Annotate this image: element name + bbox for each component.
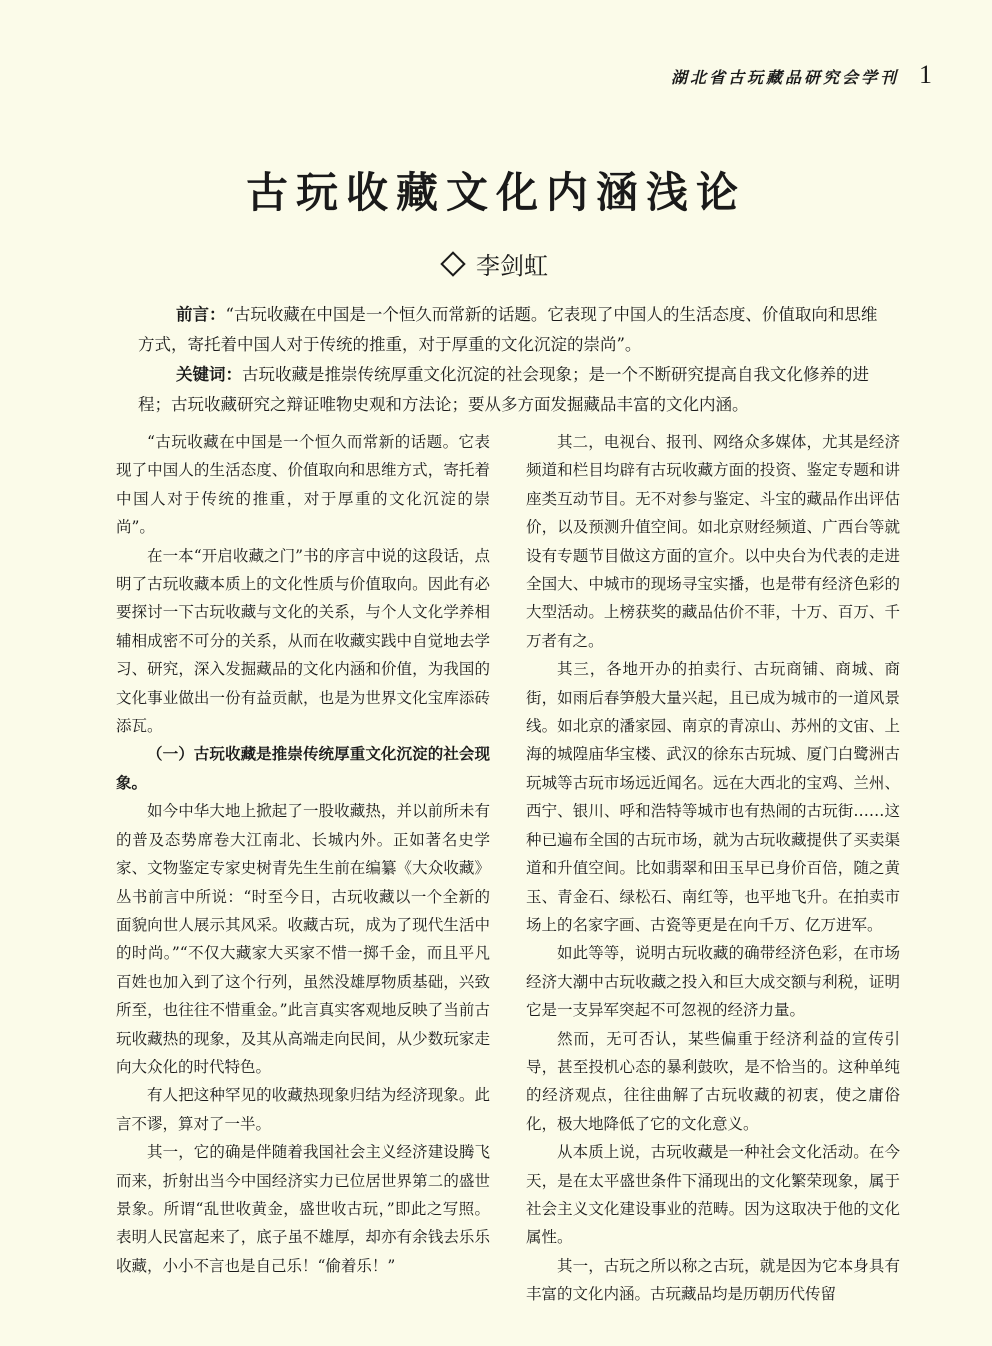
journal-name: 湖北省古玩藏品研究会学刊 (670, 68, 899, 87)
running-header (671, 60, 932, 90)
keywords-text: 古玩收藏是推崇传统厚重文化沉淀的社会现象；是一个不断研究提高自我文化修养的进程；古玩收藏研究之辩证唯物史观和方法论；要从多方面发掘藏品丰富的文化内涵。 (138, 365, 869, 414)
paragraph: 从本质上说，古玩收藏是一种社会文化活动。在今天，是在太平盛世条件下涌现出的文化繁荣现象，属于社会主义文化建设事业的范畴。因为这取决于他的文化属性。 (526, 1143, 900, 1247)
author-name: 李剑虹 (476, 252, 548, 280)
paragraph: 如此等等，说明古玩收藏的确带经济色彩，在市场经济大潮中古玩收藏之投入和巨大成交额与利税，证明它是一支异军突起不可忽视的经济力量。 (526, 944, 900, 1020)
left-column (116, 428, 490, 1280)
foreword-text: “古玩收藏在中国是一个恒久而常新的话题。它表现了中国人的生活态度、价值取向和思维方式，寄托着中国人对于传统的推重，对于厚重的文化沉淀的崇尚”。 (138, 305, 878, 354)
paragraph: 如今中华大地上掀起了一股收藏热，并以前所未有的普及态势席卷大江南北、长城内外。正如著名史学家、文物鉴定专家史树青先生生前在编纂《大众收藏》丛书前言中所说：“时至今日，古玩收藏以一个全新的面貌向世人展示其风采。收藏古玩，成为了现代生活中的时尚。”“不仅大藏家大买家不惜一掷千金，而且平凡百姓也加入到了这个行列，虽然没雄厚物质基础，兴致所至，也往往不惜重金。”此言真实客观地反映了当前古玩收藏热的现象，及其从高端走向民间，从少数玩家走向大众化的时代特色。 (116, 802, 490, 1076)
paragraph: 然而，无可否认，某些偏重于经济利益的宣传引导，甚至投机心态的暴利鼓吹，是不恰当的。这种单纯的经济观点，往往曲解了古玩收藏的初衷，使之庸俗化，极大地降低了它的文化意义。 (526, 1029, 900, 1133)
right-column (526, 428, 900, 1309)
diamond-icon (440, 251, 465, 276)
keywords (138, 360, 886, 420)
paragraph: 在一本“开启收藏之门”书的序言中说的这段话，点明了古玩收藏本质上的文化性质与价值取向。因此有必要探讨一下古玩收藏与文化的关系，与个人文化学养相辅相成密不可分的关系，从而在收藏实践中自觉地去学习、研究，深入发掘藏品的文化内涵和价值，为我国的文化事业做出一份有益贡献，也是为世界文化宝库添砖添瓦。 (116, 546, 490, 736)
paragraph: 其二，电视台、报刊、网络众多媒体，尤其是经济频道和栏目均辟有古玩收藏方面的投资、鉴定专题和讲座类互动节目。无不对参与鉴定、斗宝的藏品作出评估价，以及预测升值空间。如北京财经频道、广西台等就设有专题节目做这方面的宣介。以中央台为代表的走进全国大、中城市的现场寻宝实播，也是带有经济色彩的大型活动。上榜获奖的藏品估价不菲，十万、百万、千万者有之。 (526, 433, 900, 650)
foreword (138, 300, 886, 360)
paragraph: “古玩收藏在中国是一个恒久而常新的话题。它表现了中国人的生活态度、价值取向和思维方式，寄托着中国人对于传统的推重，对于厚重的文化沉淀的崇尚”。 (116, 433, 490, 537)
article-title: 古玩收藏文化内涵浅论 (245, 168, 746, 217)
paragraph: 其三，各地开办的拍卖行、古玩商铺、商城、商街，如雨后春笋般大量兴起，且已成为城市的一道风景线。如北京的潘家园、南京的青凉山、苏州的文宙、上海的城隍庙华宝楼、武汉的徐东古玩城、厦门白鹭洲古玩城等古玩市场远近闻名。远在大西北的宝鸡、兰州、西宁、银川、呼和浩特等城市也有热闹的古玩街……这种已遍布全国的古玩市场，就为古玩收藏提供了买卖渠道和升值空间。比如翡翠和田玉早已身价百倍，随之黄玉、青金石、绿松石、南红等，也平地飞升。在拍卖市场上的名家字画、古瓷等更是在向千万、亿万进军。 (526, 660, 900, 934)
paragraph: 其一，古玩之所以称之古玩，就是因为它本身具有丰富的文化内涵。古玩藏品均是历朝历代传留 (526, 1256, 900, 1304)
section-heading: （一）古玩收藏是推崇传统厚重文化沉淀的社会现象。 (116, 745, 490, 792)
author-line (0, 246, 992, 281)
paragraph: 有人把这种罕见的收藏热现象归结为经济现象。此言不谬，算对了一半。 (116, 1086, 490, 1133)
page-number: 1 (919, 60, 932, 89)
paragraph: 其一，它的确是伴随着我国社会主义经济建设腾飞而来，折射出当今中国经济实力已位居世界第二的盛世景象。所谓“乱世收黄金，盛世收古玩，”即此之写照。表明人民富起来了，底子虽不雄厚，却亦有余钱去乐乐收藏，小小不言也是自己乐！“偷着乐！” (116, 1143, 490, 1275)
keywords-label: 关键词： (176, 365, 242, 384)
foreword-label: 前言： (176, 305, 226, 324)
